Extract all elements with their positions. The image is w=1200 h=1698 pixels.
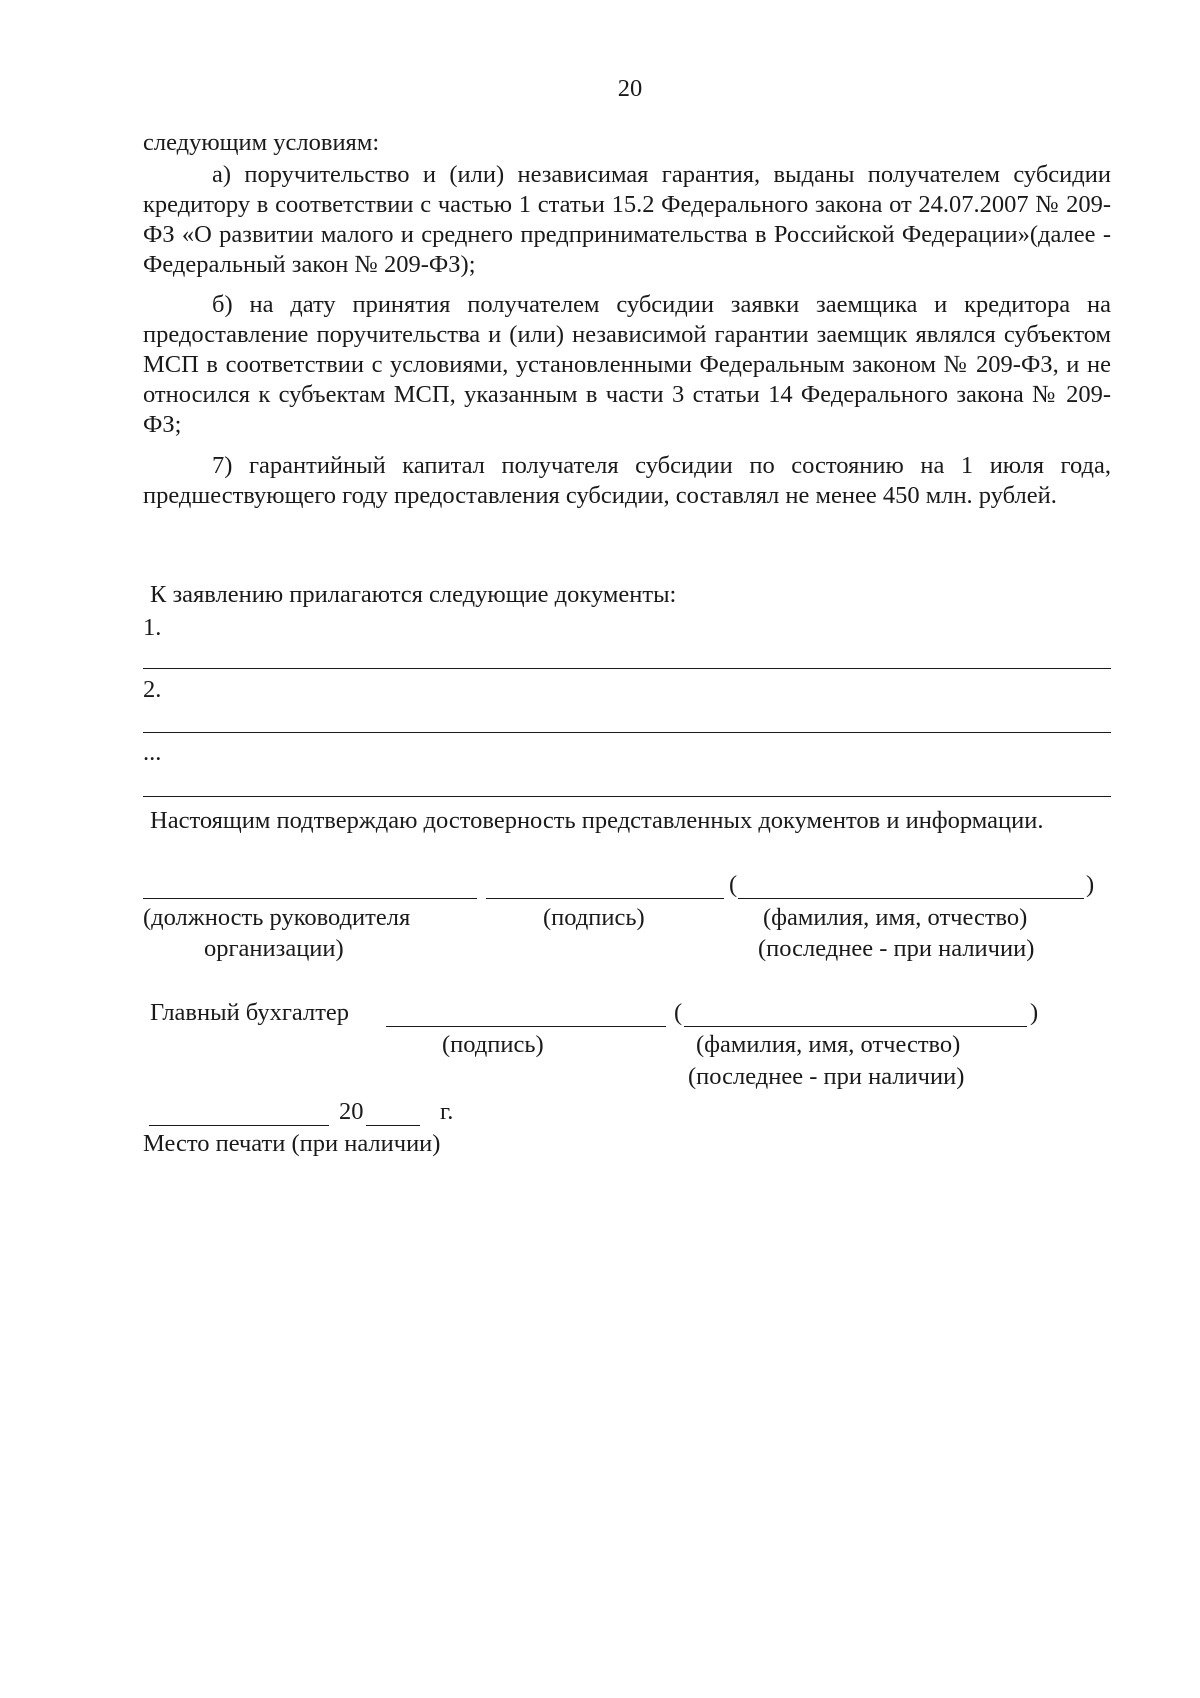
head-signature-field[interactable] [486,898,724,899]
item-a-paragraph: а) поручительство и (или) независимая гарантия, выданы получателем субсидии кредитору в соответствии с частью 1 статьи 15.2 Федерального закона от 24.07.2007 № 209-ФЗ «О развитии малого и среднего предпринимательства в Российской Федерации»(далее - Федеральный закон № 209-ФЗ); [143,161,1111,278]
stamp-place-label: Место печати (при наличии) [143,1130,441,1157]
position-label-2: организации) [204,935,344,962]
date-year-suffix: г. [440,1098,454,1125]
head-signature-label: (подпись) [543,904,645,931]
attachments-heading: К заявлению прилагаются следующие документы: [150,581,677,608]
attachment-item-more: ... [143,739,162,766]
chief-accountant-label: Главный бухгалтер [150,999,350,1026]
chief-accountant-signature-label: (подпись) [442,1031,544,1058]
item-b-paragraph: б) на дату принятия получателем субсидии заявки заемщика и кредитора на предоставление поручительства и (или) независимой гарантии заемщик являлся субъектом МСП в соответствии с условиями, установленными Федеральным законом № 209-ФЗ, и не относился к субъектам МСП, указанным в части 3 статьи 14 Федерального закона № 209-ФЗ; [143,291,1111,438]
position-field[interactable] [143,898,477,899]
head-name-field[interactable] [738,898,1084,899]
item-7-paragraph: 7) гарантийный капитал получателя субсидии по состоянию на 1 июля года, предшествующего году предоставления субсидии, составлял не менее 450 млн. рублей. [143,452,1111,509]
intro-line: следующим условиям: [143,129,380,156]
chief-accountant-paren-open: ( [674,999,683,1026]
date-year-prefix: 20 [339,1098,364,1125]
date-day-month-field[interactable] [149,1125,329,1126]
chief-accountant-name-label-2: (последнее - при наличии) [688,1063,965,1090]
head-name-label-2: (последнее - при наличии) [758,935,1035,962]
chief-accountant-paren-close: ) [1030,999,1039,1026]
position-label: (должность руководителя [143,904,411,931]
chief-accountant-signature-field[interactable] [386,1026,666,1027]
attachment-item-1-number: 1. [143,614,162,641]
attachment-item-2-line[interactable] [143,732,1111,733]
confirmation-text: Настоящим подтверждаю достоверность представленных документов и информации. [150,807,1044,834]
head-name-paren-open: ( [729,871,738,898]
attachment-item-2-number: 2. [143,676,162,703]
chief-accountant-name-label: (фамилия, имя, отчество) [696,1031,961,1058]
date-year-field[interactable] [366,1125,420,1126]
attachment-item-1-line[interactable] [143,668,1111,669]
chief-accountant-name-field[interactable] [684,1026,1027,1027]
page-number: 20 [617,75,643,102]
head-name-label: (фамилия, имя, отчество) [763,904,1028,931]
head-name-paren-close: ) [1086,871,1095,898]
attachment-item-more-line[interactable] [143,796,1111,797]
